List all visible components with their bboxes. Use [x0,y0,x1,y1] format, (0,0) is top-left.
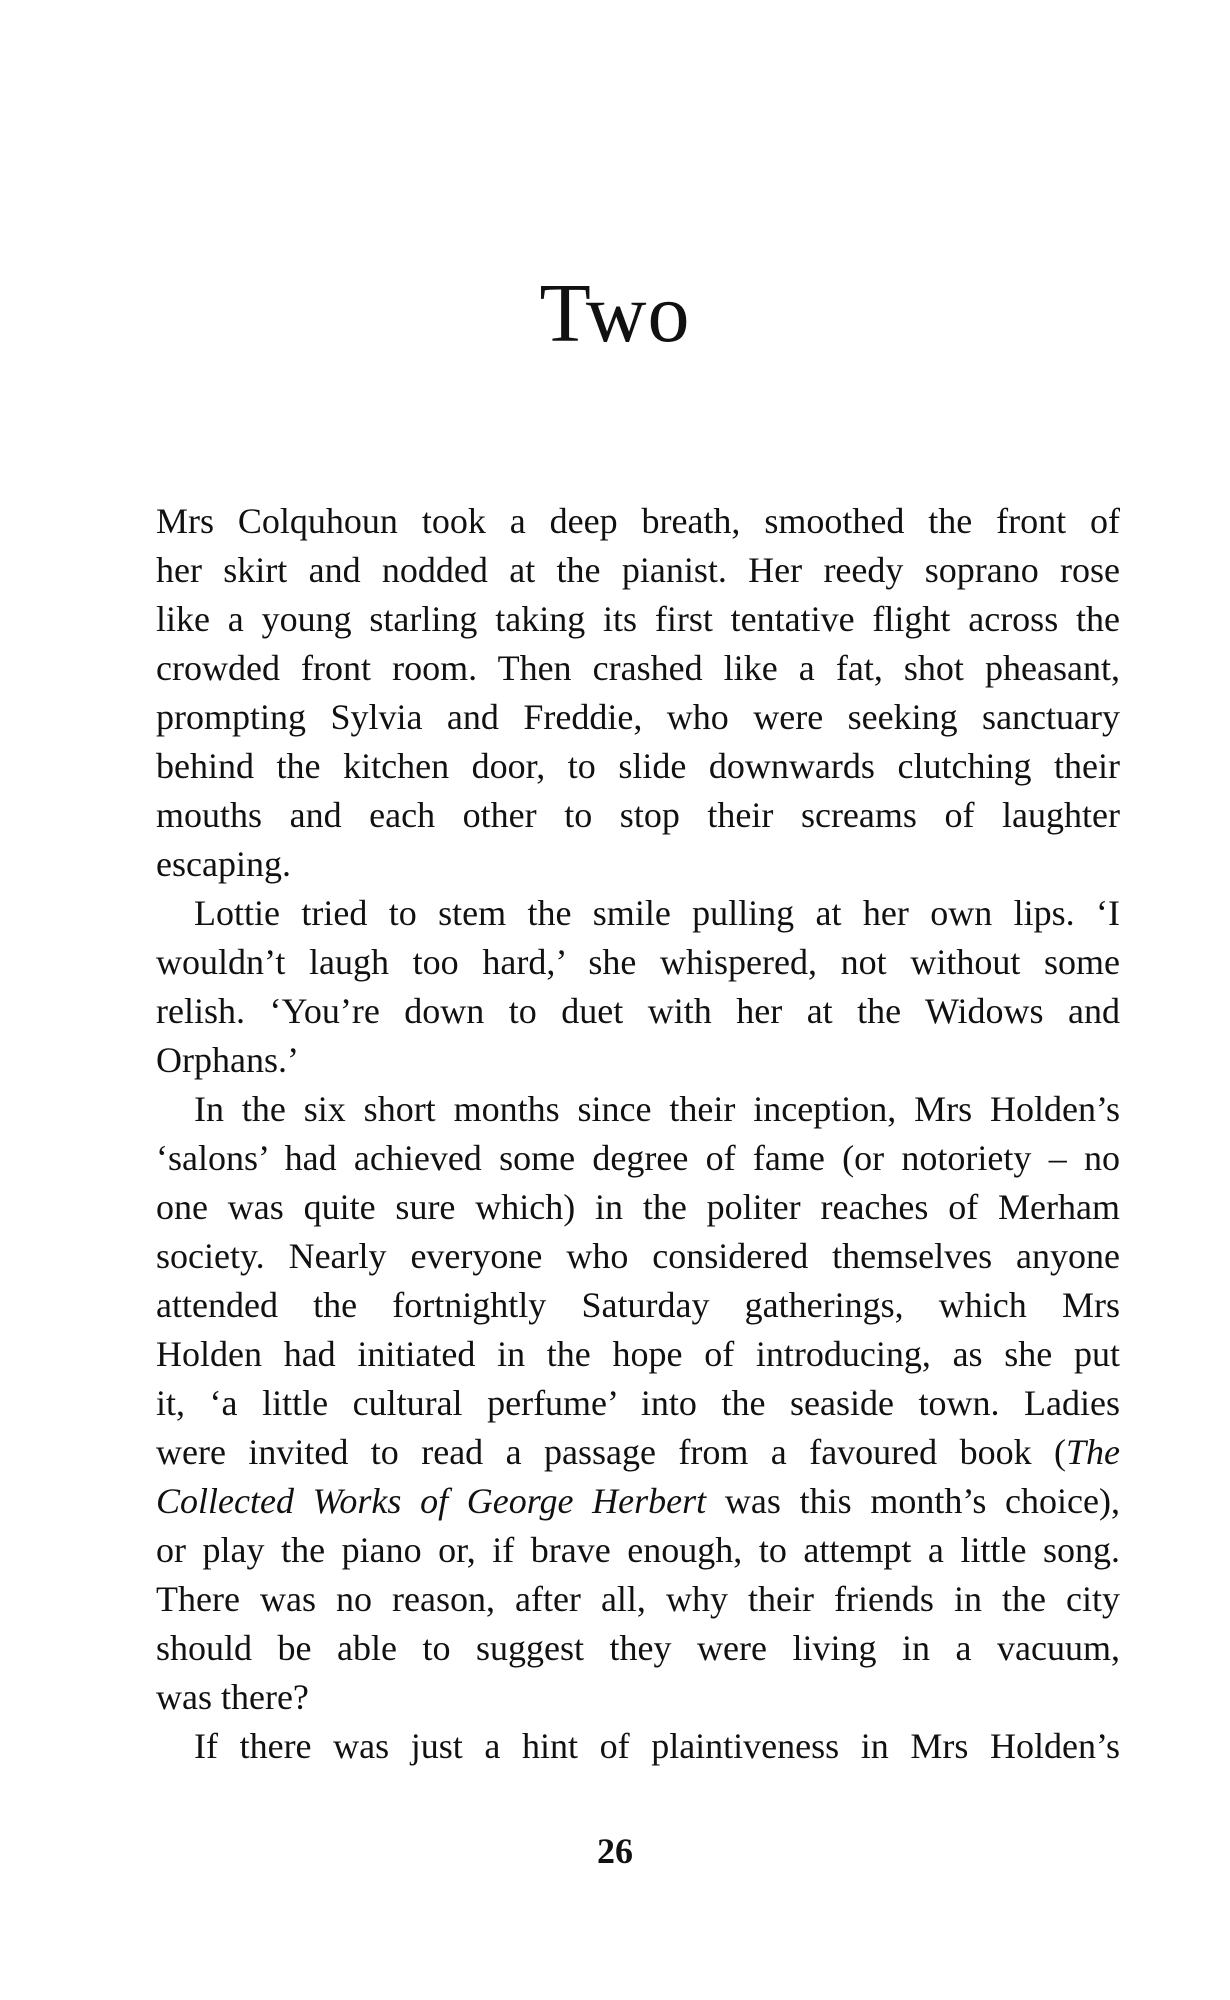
text-line: it, ‘a little cultural perfume’ into the seaside town. Ladies [156,1383,1120,1423]
text-line: wouldn’t laugh too hard,’ she whispered, not without some [156,942,1120,982]
text-segment: were invited to read a passage from a favoured book ( [156,1432,1066,1472]
text-line: like a young starling taking its first tentative flight across the [156,599,1120,639]
text-line [156,1477,1120,1526]
text-line: If there was just a hint of plaintiveness in Mrs Holden’s [194,1726,1120,1766]
page-number: 26 [597,1831,633,1871]
chapter-body [156,497,1120,1771]
text-line: Lottie tried to stem the smile pulling at her own lips. ‘I [194,893,1120,933]
text-line: ‘salons’ had achieved some degree of fame (or notoriety – no [156,1138,1120,1178]
chapter-title: Two [539,267,691,360]
text-line: There was no reason, after all, why their friends in the city [156,1579,1120,1619]
text-line: should be able to suggest they were living in a vacuum, [156,1628,1120,1668]
text-line: prompting Sylvia and Freddie, who were seeking sanctuary [156,697,1120,737]
text-line: was there? [156,1677,309,1717]
text-line: crowded front room. Then crashed like a fat, shot pheasant, [156,648,1120,688]
text-line: one was quite sure which) in the politer reaches of Merham [156,1187,1120,1227]
text-segment: was this month’s choice), [706,1481,1120,1521]
text-line: In the six short months since their inception, Mrs Holden’s [194,1089,1120,1129]
text-line: Holden had initiated in the hope of introducing, as she put [156,1334,1120,1374]
text-line: Orphans.’ [156,1040,299,1080]
text-line [156,1428,1120,1477]
text-line: society. Nearly everyone who considered themselves anyone [156,1236,1120,1276]
text-line: Mrs Colquhoun took a deep breath, smoothed the front of [156,501,1120,541]
book-title-italic: The [1066,1432,1120,1472]
text-line: mouths and each other to stop their screams of laughter [156,795,1120,835]
text-line: relish. ‘You’re down to duet with her at the Widows and [156,991,1120,1031]
book-title-italic: Collected Works of George Herbert [156,1481,707,1521]
text-line: or play the piano or, if brave enough, to attempt a little song. [156,1530,1120,1570]
text-line: attended the fortnightly Saturday gatherings, which Mrs [156,1285,1120,1325]
text-line: behind the kitchen door, to slide downwards clutching their [156,746,1120,786]
text-line: her skirt and nodded at the pianist. Her reedy soprano rose [156,550,1120,590]
text-line: escaping. [156,844,291,884]
